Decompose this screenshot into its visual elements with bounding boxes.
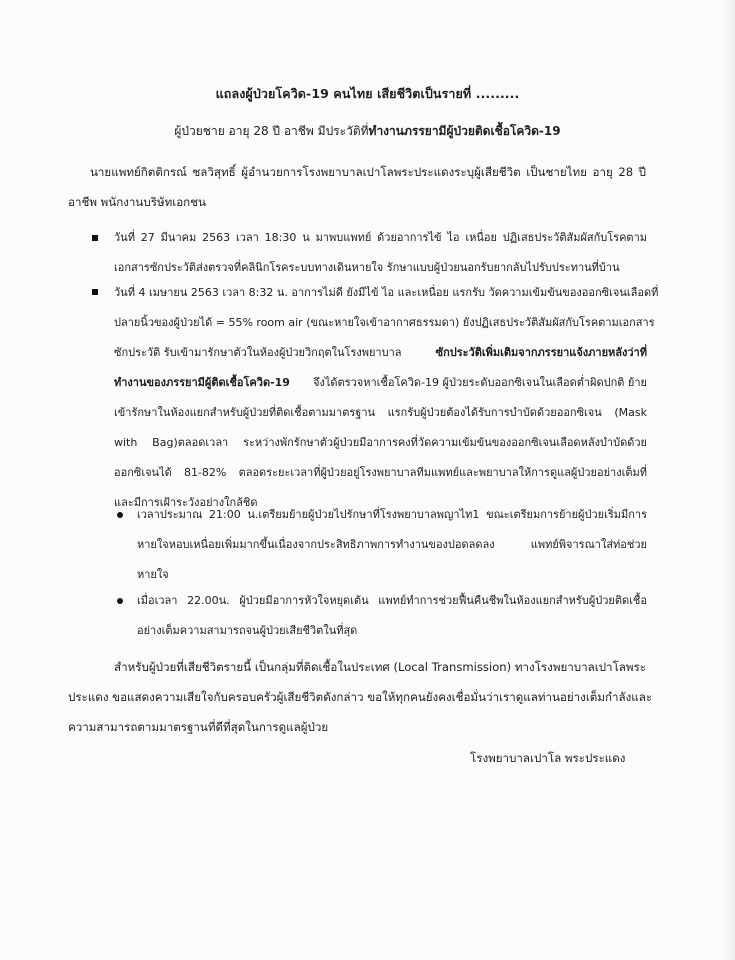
bullet-line: เอกสารซักประวัติส่งตรวจที่คลินิกโรคระบบทางเดินหายใจ รักษาแบบผู้ป่วยนอกรับยากลับไปรับประทานที่บ้าน: [114, 261, 620, 274]
subtitle-bold-text: ทำงานภรรยามีผู้ป่วยติดเชื้อโควิด-19: [368, 124, 561, 138]
bullet-dot-icon: [117, 512, 123, 518]
subtitle-text: ผู้ป่วยชาย อายุ 28 ปี อาชีพ มีประวัติที่: [174, 124, 369, 138]
closing-line: ความสามารถตามมาตรฐานที่ดีที่สุดในการดูแลผู้ป่วย: [68, 720, 329, 734]
bullet-bold-text: ซักประวัติเพิ่มเติมจากภรรยาแจ้งภายหลังว่าที่: [435, 346, 647, 359]
bullet-item-2: [114, 278, 659, 518]
bullet-line: ออกซิเจนได้ 81-82% ตลอดระยะเวลาที่ผู้ป่วยอยู่โรงพยาบาลทีมแพทย์และพยาบาลให้การดูแลผู้ป่วยอย่างเต็มที่: [114, 466, 647, 479]
closing-line: สำหรับผู้ป่วยที่เสียชีวิตรายนี้ เป็นกลุ่มที่ติดเชื้อในประเทศ (Local Transmission) ทางโรงพยาบาลเปาโลพระ: [114, 660, 646, 674]
bullet-line: with Bag)ตลอดเวลา ระหว่างพักรักษาตัวผู้ป่วยมีอาการคงที่วัดความเข้มข้นของออกซิเจนเลือดหลังบำบัดด้วย: [114, 436, 647, 449]
bullet-text: ซักประวัติ รับเข้ามารักษาตัวในห้องผู้ป่วยวิกฤตในโรงพยาบาล: [114, 346, 402, 359]
closing-paragraph: [68, 652, 653, 742]
bullet-line: และมีการเฝ้าระวังอย่างใกล้ชิด: [114, 496, 258, 509]
bullet-bold-text: ทำงานของภรรยามีผู้ติดเชื้อโควิด-19: [114, 376, 290, 389]
bullet-line: วันที่ 4 เมษายน 2563 เวลา 8:32 น. อาการไม่ดี ยังมีไข้ ไอ และเหนื่อย แรกรับ วัดความเข้มข้นของออกซิเจนเลือดที่: [114, 286, 659, 299]
intro-line: นายแพทย์กิตติกรณ์ ชลวิสุทธิ์ ผู้อำนวยการโรงพยาบาลเปาโลพระประแดงระบุผู้เสียชีวิต เป็นชายไทย อายุ 28 ปี: [90, 165, 646, 179]
bullet-item-1: [114, 223, 647, 283]
sub-bullet-line: หายใจ: [137, 568, 169, 581]
page-edge-shadow: [725, 0, 735, 960]
bullet-dot-icon: [117, 598, 123, 604]
sub-bullet-line: หายใจหอบเหนื่อยเพิ่มมากขึ้นเนื่องจากประสิทธิภาพการทำงานของปอดลดลง แพทย์พิจารณาใส่ท่อช่วย: [137, 538, 647, 551]
closing-line: ประแดง ขอแสดงความเสียใจกับครอบครัวผู้เสียชีวิตดังกล่าว ขอให้ทุกคนยังคงเชื่อมั่นว่าเราดูแลท่านอย่างเต็มกำลังและ: [68, 690, 653, 704]
bullet-line: [114, 338, 647, 368]
intro-line: อาชีพ พนักงานบริษัทเอกชน: [68, 195, 206, 209]
signature: โรงพยาบาลเปาโล พระประแดง: [470, 751, 626, 765]
sub-bullet-2: [137, 586, 647, 646]
bullet-line: [114, 368, 647, 398]
bullet-text: จึงได้ตรวจหาเชื้อโควิด-19 ผู้ป่วยระดับออกซิเจนในเลือดต่ำผิดปกติ ย้าย: [313, 376, 647, 389]
intro-paragraph: [68, 157, 646, 217]
sub-bullet-line: อย่างเต็มความสามารถจนผู้ป่วยเสียชีวิตในที่สุด: [137, 624, 358, 637]
bullet-line: ปลายนิ้วของผู้ป่วยได้ = 55% room air (ขณะหายใจเข้าอากาศธรรมดา) ยังปฏิเสธประวัติสัมผัสกับโรคตามเอกสาร: [114, 316, 655, 329]
bullet-square-icon: [92, 235, 98, 241]
document-title: แถลงผู้ป่วยโควิด-19 คนไทย เสียชีวิตเป็นรายที่ .........: [215, 86, 520, 101]
sub-bullet-line: เมื่อเวลา 22.00น. ผู้ป่วยมีอาการหัวใจหยุดเต้น แพทย์ทำการช่วยฟื้นคืนชีพในห้องแยกสำหรับผู้ป่วยติดเชื้อ: [137, 594, 647, 607]
bullet-line: วันที่ 27 มีนาคม 2563 เวลา 18:30 น มาพบแพทย์ ด้วยอาการไข้ ไอ เหนื่อย ปฏิเสธประวัติสัมผัสกับโรคตาม: [114, 231, 647, 244]
bullet-line: เข้ารักษาในห้องแยกสำหรับผู้ป่วยที่ติดเชื้อตามมาตรฐาน แรกรับผู้ป่วยต้องได้รับการบำบัดด้วยออกซิเจน (Mask: [114, 406, 647, 419]
document-subtitle: [0, 122, 735, 141]
bullet-square-icon: [92, 289, 98, 295]
sub-bullet-line: เวลาประมาณ 21:00 น.เตรียมย้ายผู้ป่วยไปรักษาที่โรงพยาบาลพญาไท1 ขณะเตรียมการย้ายผู้ป่วยเริ่มมีการ: [137, 508, 647, 521]
sub-bullet-1: [137, 500, 647, 590]
